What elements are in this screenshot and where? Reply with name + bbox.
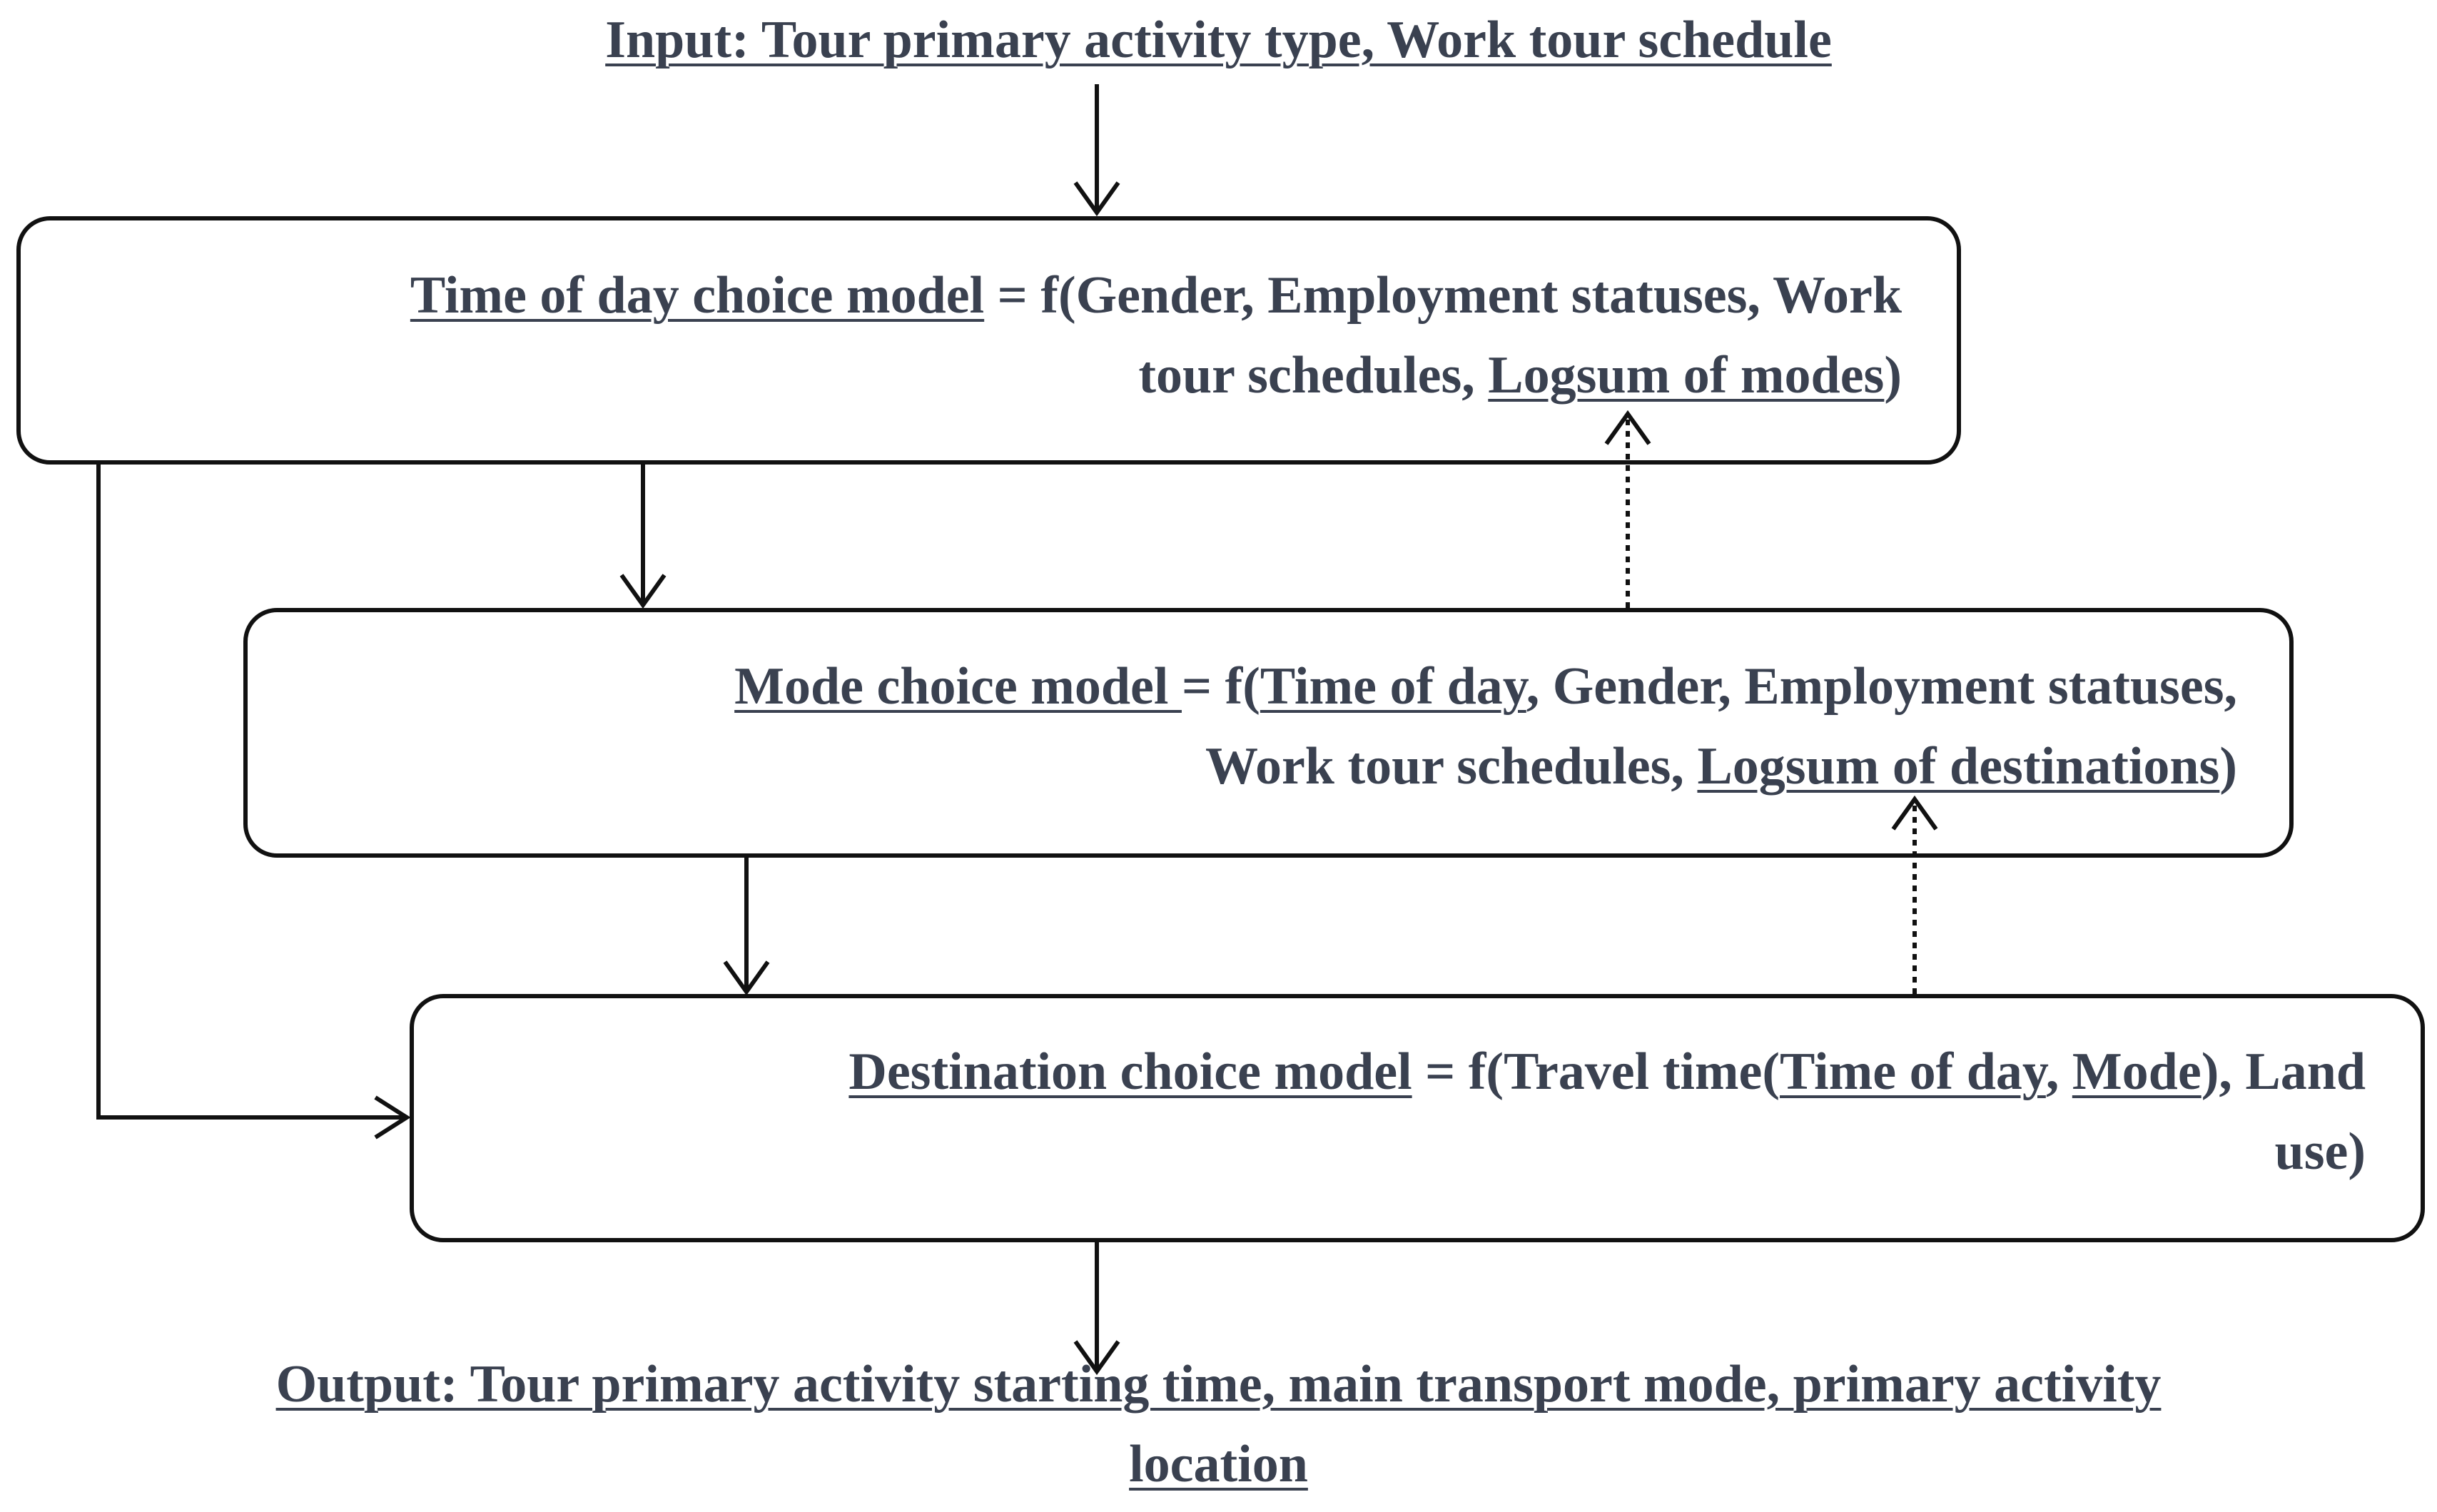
mode-equation: = f( bbox=[1181, 657, 1260, 716]
mode-rest: , Gender, Employment statuses, bbox=[1526, 657, 2237, 716]
output-line-2: location bbox=[1129, 1435, 1308, 1493]
destination-model-name: Destination choice model bbox=[848, 1042, 1412, 1101]
mode-close: ) bbox=[2219, 737, 2237, 796]
time-of-day-model-text bbox=[43, 255, 1902, 415]
output-line-1: Output: Tour primary activity starting time, main transport mode, primary activity bbox=[275, 1355, 2162, 1414]
destination-line-2: use) bbox=[2274, 1122, 2366, 1181]
mode-line2-prefix: Work tour schedules, bbox=[1205, 737, 1698, 796]
logsum-of-destinations-label: Logsum of destinations bbox=[1697, 737, 2220, 796]
time-of-day-equation: = f(Gender, Employment statuses, Work bbox=[984, 266, 1902, 325]
time-of-day-line2-prefix: tour schedules, bbox=[1138, 346, 1489, 405]
time-of-day-close: ) bbox=[1884, 346, 1902, 405]
mode-time-of-day: Time of day bbox=[1260, 657, 1526, 716]
destination-time-of-day: Time of day bbox=[1780, 1042, 2046, 1101]
destination-equation: = f(Travel time( bbox=[1412, 1042, 1780, 1101]
time-of-day-model-name: Time of day choice model bbox=[410, 266, 985, 325]
mode-line-1 bbox=[271, 646, 2237, 726]
destination-mode: Mode bbox=[2072, 1042, 2202, 1101]
destination-comma: , bbox=[2045, 1042, 2072, 1101]
time-of-day-line-2 bbox=[43, 335, 1902, 415]
mode-line-2 bbox=[271, 726, 2237, 806]
time-of-day-line-1 bbox=[43, 255, 1902, 335]
logsum-of-modes-label: Logsum of modes bbox=[1488, 346, 1885, 405]
destination-model-text bbox=[442, 1032, 2366, 1192]
output-label bbox=[0, 1344, 2437, 1504]
destination-line-1 bbox=[442, 1032, 2366, 1112]
input-label: Input: Tour primary activity type, Work tour schedule bbox=[605, 11, 1832, 69]
destination-rest: ), Land bbox=[2201, 1042, 2366, 1101]
mode-model-name: Mode choice model bbox=[734, 657, 1182, 716]
mode-model-text bbox=[271, 646, 2237, 806]
